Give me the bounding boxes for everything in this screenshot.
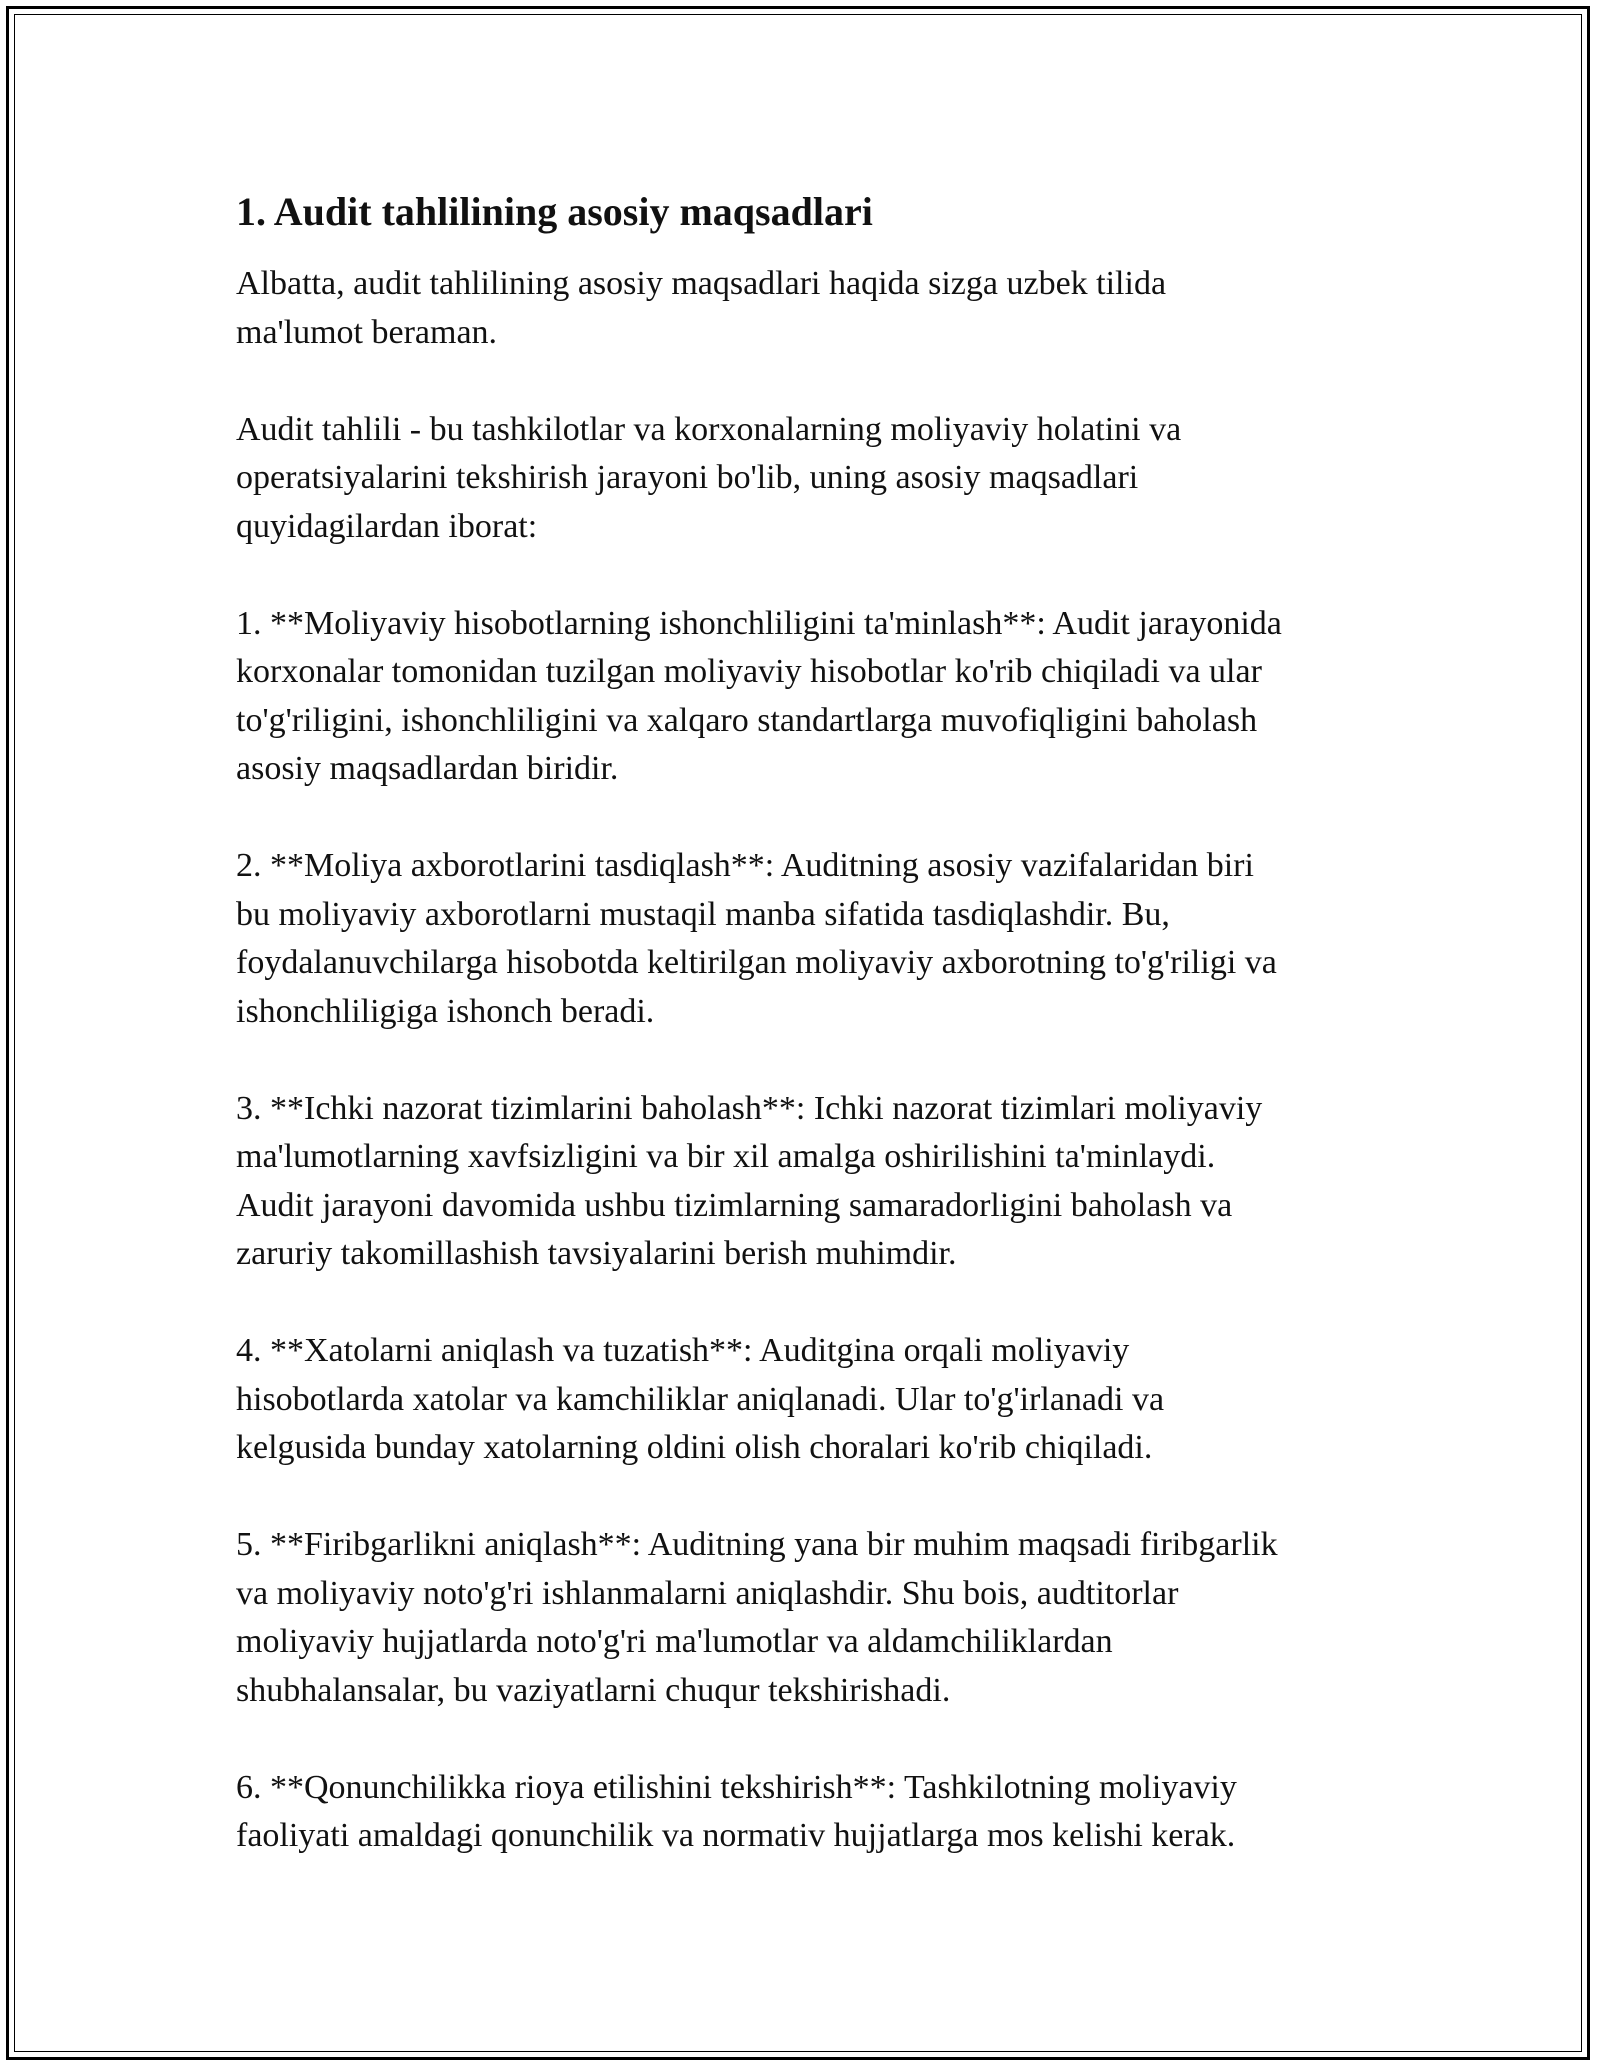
list-item-3: 3. **Ichki nazorat tizimlarini baholash**: Ichki nazorat tizimlari moliyaviy ma'lumotlarning xavfsizligini va bir xil amalga oshirilishini ta'minlaydi. Audit jarayoni davomida ushbu tizimlarning samaradorligini baholash va zaruriy takomillashish tavsiyalarini berish muhimdir. <box>236 1089 1263 1272</box>
document-body <box>236 186 1376 1909</box>
list-item-5: 5. **Firibgarlikni aniqlash**: Auditning yana bir muhim maqsadi firibgarlik va moliyaviy noto'g'ri ishlanmalarni aniqlashdir. Shu bois, audtitorlar moliyaviy hujjatlarda noto'g'ri ma'lumotlar va aldamchiliklardan shubhalansalar, bu vaziyatlarni chuqur tekshirishadi. <box>236 1526 1278 1709</box>
list-item-6: 6. **Qonunchilikka rioya etilishini tekshirish**: Tashkilotning moliyaviy faoliyati amaldagi qonunchilik va normativ hujjatlarga mos kelishi kerak. <box>236 1768 1237 1854</box>
list-item-1: 1. **Moliyaviy hisobotlarning ishonchliligini ta'minlash**: Audit jarayonida korxonalar tomonidan tuzilgan moliyaviy hisobotlar ko'rib chiqiladi va ular to'g'riligini, ishonchliligini va xalqaro standartlarga muvofiqligini baholash asosiy maqsadlardan biridir. <box>236 604 1282 787</box>
paragraph-intro: Albatta, audit tahlilining asosiy maqsadlari haqida sizga uzbek tilida ma'lumot beraman. <box>236 265 1167 351</box>
list-item-4: 4. **Xatolarni aniqlash va tuzatish**: Auditgina orqali moliyaviy hisobotlarda xatolar va kamchiliklar aniqlanadi. Ular to'g'irlanadi va kelgusida bunday xatolarning oldini olish choralari ko'rib chiqiladi. <box>236 1332 1165 1466</box>
paragraph-definition: Audit tahlili - bu tashkilotlar va korxonalarning moliyaviy holatini va operatsiyalarini tekshirish jarayoni bo'lib, uning asosiy maqsadlari quyidagilardan iborat: <box>236 410 1182 545</box>
document-title: 1. Audit tahlilining asosiy maqsadlari <box>236 189 873 234</box>
list-item-2: 2. **Moliya axborotlarini tasdiqlash**: Auditning asosiy vazifalaridan biri bu moliyaviy axborotlarni mustaqil manba sifatida tasdiqlashdir. Bu, foydalanuvchilarga hisobotda keltirilgan moliyaviy axborotning to'g'riligi va ishonchliligiga ishonch beradi. <box>236 847 1277 1030</box>
